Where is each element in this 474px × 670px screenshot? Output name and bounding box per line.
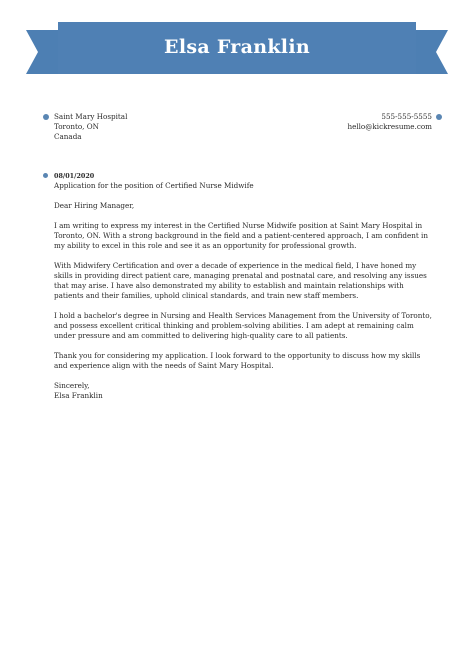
sender-email: hello@kickresume.com	[347, 122, 432, 131]
sender-contact	[347, 112, 432, 132]
letter-closing: Sincerely,	[54, 381, 90, 390]
letter-paragraph: I am writing to express my interest in the Certified Nurse Midwife position at Saint Mary Hospital in Toronto, ON. With a strong background in the field and a patient-centered approach, I am confident in my ability to excel in this role and see it as an opportunity for professional growth.	[54, 221, 428, 250]
letter-paragraph: I hold a bachelor's degree in Nursing and Health Services Management from the University of Toronto, and possess excellent critical thinking and problem-solving abilities. I am adept at remaining calm under pressure and am committed to delivering high-quality care to all patients.	[54, 311, 432, 340]
letter-subject: Application for the position of Certified Nurse Midwife	[54, 181, 254, 190]
letter-date: 08/01/2020	[54, 172, 95, 180]
recipient-address	[54, 112, 127, 142]
date-bullet-icon	[43, 173, 48, 178]
header-ribbon	[0, 0, 474, 80]
recipient-bullet-icon	[43, 114, 49, 120]
letter-body	[54, 201, 432, 401]
letter-signature: Elsa Franklin	[54, 391, 103, 400]
recipient-line-1: Saint Mary Hospital	[54, 112, 128, 121]
recipient-line-3: Canada	[54, 132, 82, 141]
letter-paragraph: With Midwifery Certification and over a decade of experience in the medical field, I have honed my skills in providing direct patient care, managing prenatal and postnatal care, and resolving any issues that may arise. I have also demonstrated my ability to establish and maintain relationships with patients and their families, uphold clinical standards, and train new staff members.	[54, 261, 427, 300]
letter-greeting: Dear Hiring Manager,	[54, 201, 135, 210]
letter-paragraph: Thank you for considering my application. I look forward to the opportunity to discuss how my skills and experience align with the needs of Saint Mary Hospital.	[54, 351, 421, 370]
sender-phone: 555-555-5555	[381, 112, 432, 121]
contact-bullet-icon	[436, 114, 442, 120]
applicant-name: Elsa Franklin	[164, 36, 310, 58]
recipient-line-2: Toronto, ON	[54, 122, 99, 131]
